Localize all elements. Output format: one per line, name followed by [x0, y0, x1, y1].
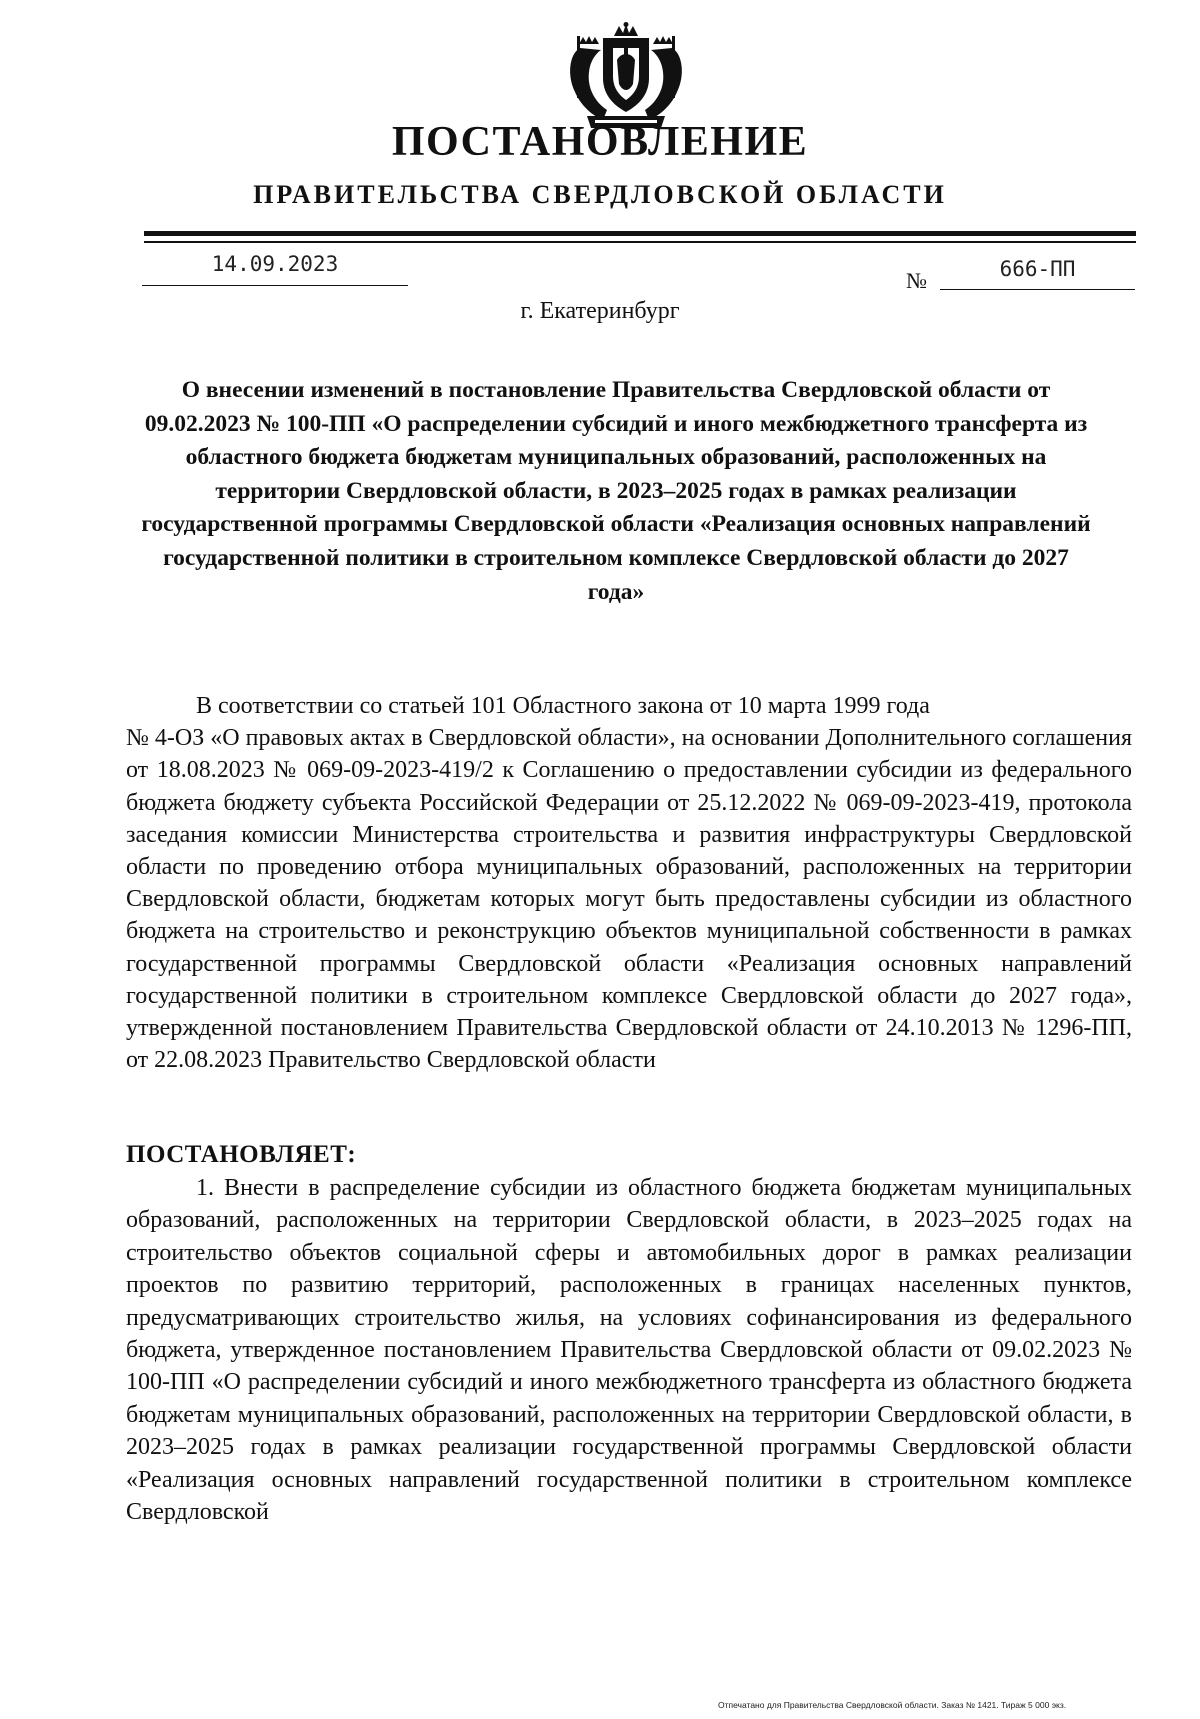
document-date: 14.09.2023 — [142, 252, 408, 286]
number-sign: № — [906, 268, 927, 293]
header-divider-thick — [144, 231, 1136, 236]
issuing-authority: ПРАВИТЕЛЬСТВА СВЕРДЛОВСКОЙ ОБЛАСТИ — [253, 180, 947, 209]
coat-of-arms-icon — [565, 22, 687, 130]
preamble-first-line: В соответствии со статьей 101 Областного закона от 10 марта 1999 года — [196, 693, 930, 719]
document-city: г. Екатеринбург — [520, 298, 680, 324]
document-number: 666-ПП — [940, 257, 1135, 290]
print-note: Отпечатано для Правительства Свердловской области. Заказ № 1421. Тираж 5 000 экз. — [718, 1700, 1067, 1710]
preamble-text: № 4-ОЗ «О правовых актах в Свердловской области», на основании Дополнительного соглашения от 18.08.2023 № 069-09-2023-419/2 к Соглашению о предоставлении субсидии из федерального бюджета бюджету субъекта Российской Федерации от 25.12.2022 № 069-09-2023-419, протокола заседания комиссии Министерства строительства и развития инфраструктуры Свердловской области по проведению отбора муниципальных образований, расположенных на территории Свердловской области, бюджетам которых могут быть предоставлены субсидии из областного бюджета на строительство и реконструкцию объектов муниципальной собственности в рамках государственной программы Свердловской области «Реализация основных направлений государственной политики в строительном комплексе Свердловской области до 2027 года», утвержденной постановлением Правительства Свердловской области от 24.10.2013 № 1296-ПП, от 22.08.2023 Правительство Свердловской области — [126, 725, 1132, 1074]
preamble-paragraph — [126, 690, 1132, 1076]
document-title: О внесении изменений в постановление Правительства Свердловской области от 09.02.2023 № 100-ПП «О распределении субсидий и иного межбюджетного трансферта из областного бюджета бюджетам муниципальных образований, расположенных на территории Свердловской области, в 2023–2025 годах в рамках реализации государственной программы Свердловской области «Реализация основных направлений государственной политики в строительном комплексе Свердловской области до 2027 года» — [141, 377, 1091, 605]
resolving-word: ПОСТАНОВЛЯЕТ: — [126, 1141, 357, 1168]
document-type: ПОСТАНОВЛЕНИЕ — [391, 119, 809, 165]
resolution-item-1: 1. Внести в распределение субсидии из областного бюджета бюджетам муниципальных образований, расположенных на территории Свердловской области, в 2023–2025 годах на строительство объектов социальной сферы и автомобильных дорог в рамках реализации проектов по развитию территорий, расположенных в границах населенных пунктов, предусматривающих строительство жилья, на условиях софинансирования из федерального бюджета, утвержденное постановлением Правительства Свердловской области от 09.02.2023 № 100-ПП «О распределении субсидий и иного межбюджетного трансферта из областного бюджета бюджетам муниципальных образований, расположенных на территории Свердловской области, в 2023–2025 годах в рамках реализации государственной программы Свердловской области «Реализация основных направлений государственной политики в строительном комплексе Свердловской — [126, 1175, 1132, 1526]
header-divider-thin — [144, 241, 1136, 243]
